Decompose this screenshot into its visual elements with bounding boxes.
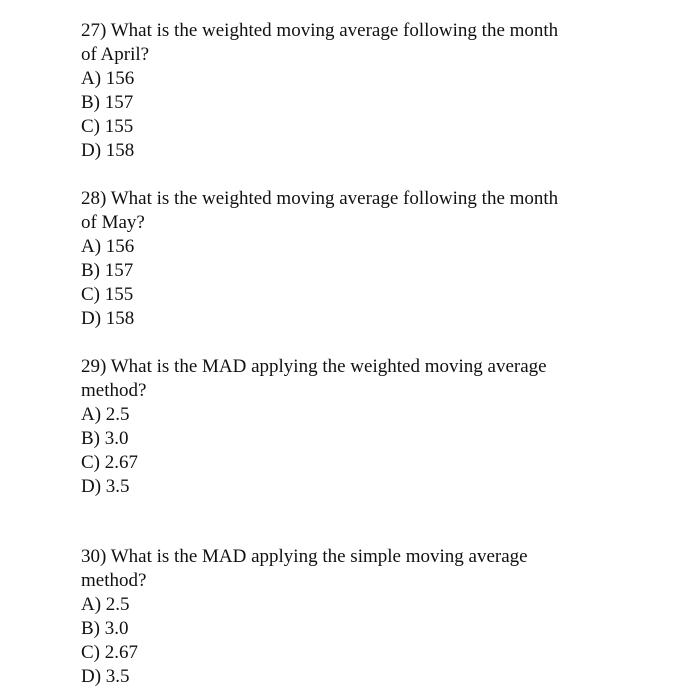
question-29-choice-c: C) 2.67 <box>81 452 138 473</box>
question-28-stem-line-2: of May? <box>81 212 145 233</box>
question-28-choice-a: A) 156 <box>81 236 135 257</box>
question-29-choice-d: D) 3.5 <box>81 476 130 497</box>
question-30-stem-line-2: method? <box>81 570 147 591</box>
question-30-stem-line-1: 30) What is the MAD applying the simple moving average <box>81 546 528 567</box>
question-29-stem-line-1: 29) What is the MAD applying the weighted moving average <box>81 356 547 377</box>
question-29-stem-line-2: method? <box>81 380 147 401</box>
question-30-choice-d: D) 3.5 <box>81 666 130 687</box>
question-27 <box>81 19 641 163</box>
question-30-choice-c: C) 2.67 <box>81 642 138 663</box>
question-30-choice-b: B) 3.0 <box>81 618 129 639</box>
question-27-choice-c: C) 155 <box>81 116 134 137</box>
question-27-stem-line-1: 27) What is the weighted moving average following the month <box>81 20 559 41</box>
question-30 <box>81 545 641 689</box>
question-27-choice-b: B) 157 <box>81 92 134 113</box>
question-28 <box>81 187 641 331</box>
question-27-choice-d: D) 158 <box>81 140 135 161</box>
question-28-choice-d: D) 158 <box>81 308 135 329</box>
question-28-choice-b: B) 157 <box>81 260 134 281</box>
question-29-choice-a: A) 2.5 <box>81 404 130 425</box>
question-27-stem-line-2: of April? <box>81 44 150 65</box>
question-28-stem-line-1: 28) What is the weighted moving average following the month <box>81 188 559 209</box>
question-29 <box>81 355 641 499</box>
question-27-choice-a: A) 156 <box>81 68 135 89</box>
question-28-choice-c: C) 155 <box>81 284 134 305</box>
question-29-choice-b: B) 3.0 <box>81 428 129 449</box>
question-30-choice-a: A) 2.5 <box>81 594 130 615</box>
